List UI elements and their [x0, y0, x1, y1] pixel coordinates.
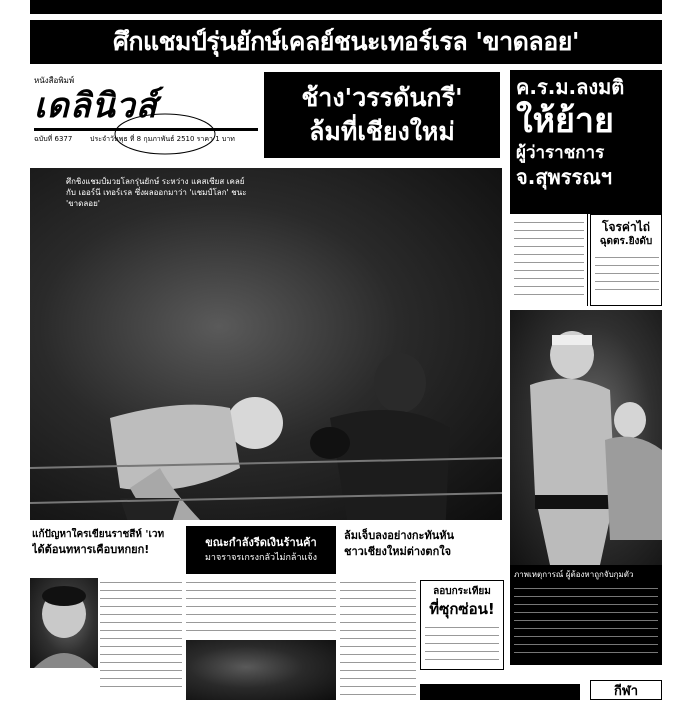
- center-headline-line2: ชาวเชียงใหม่ต่างตกใจ: [344, 545, 452, 558]
- headline-bar-text: ศึกแชมป์รุ่นยักษ์เคลย์ชนะเทอร์เรล 'ขาดลอย': [112, 27, 580, 56]
- top-banner: [30, 0, 662, 14]
- bottom-right-tag-text: กีฬา: [613, 683, 639, 699]
- boxing-photo: [30, 168, 502, 520]
- photo-caption: ศึกชิงแชมป์มวยโลกรุ่นยักษ์ ระหว่าง แคสเซียส เคลย์ กับ เออร์นี เทอร์เรล ซึ่งผลออกมาว่า 'แชมป์โลก' ชนะ 'ขาดลอย': [66, 177, 247, 208]
- center-story: [340, 578, 416, 700]
- stamp-circle: [110, 110, 220, 158]
- robbery-box-text: [595, 253, 659, 297]
- cabinet-story: [510, 214, 588, 306]
- cabinet-headline: [510, 70, 662, 214]
- cabinet-headline-line1: ค.ร.ม.ลงมติ: [516, 75, 625, 99]
- portrait-illustration: [30, 578, 98, 668]
- date-line: ประจำวันพุธ ที่ 8 กุมภาพันธ์ 2510 ราคา 1 บาท: [90, 135, 235, 143]
- headline-bar: [30, 20, 662, 64]
- center-story-text: [340, 578, 416, 700]
- side-photo-caption-text: [514, 584, 658, 654]
- cabinet-headline-line4: จ.สุพรรณฯ: [516, 165, 612, 189]
- cabinet-headline-line2: ให้ย้าย: [516, 101, 614, 141]
- holiday-box: [420, 580, 504, 670]
- investment-story: [186, 578, 336, 638]
- side-photo-caption-box: [510, 565, 662, 665]
- arrest-illustration: [510, 310, 662, 565]
- elephant-headline: [264, 72, 500, 158]
- investment-box-line1: ขณะกำลังรีดเงินร้านค้า: [205, 536, 317, 549]
- masthead-tagline: หนังสือพิมพ์: [34, 76, 75, 85]
- robbery-box: [590, 214, 662, 306]
- robbery-box-line2: ฉุดตร.ยิงดับ: [599, 236, 653, 247]
- robbery-box-line1: โจรค่าไถ่: [602, 220, 650, 234]
- portrait-photo: [30, 578, 98, 668]
- lower-left-headline-line1: แก้ปัญหาใครเขียนราชสีห์ 'เวท: [32, 529, 165, 540]
- lower-left-headline-line2: ได้ต้อนทหารเคือบหกยก!: [32, 543, 150, 556]
- elephant-headline-line2: ล้มที่เชียงใหม่: [309, 117, 455, 146]
- issue-number: ฉบับที่ 6377: [34, 135, 73, 143]
- masthead-logo: เดลินิวส์: [34, 86, 158, 126]
- elephant-headline-line1: ช้าง'วรรดันกรี': [301, 83, 463, 112]
- center-headline: [340, 526, 506, 572]
- investment-story-text: [186, 578, 336, 638]
- bottom-strip: [420, 684, 580, 700]
- holiday-box-line1: ลอบกระเทียม: [433, 586, 491, 597]
- investment-box-line2: มาจราจรเกรงกลัวไม่กล้าแจ้ง: [205, 553, 317, 563]
- center-headline-line1: ล้มเจ็บลงอย่างกะทันหัน: [344, 529, 454, 542]
- boxers-illustration: [30, 168, 502, 520]
- holiday-box-text: [425, 623, 499, 663]
- bottom-right-tag: [590, 680, 662, 700]
- side-photo-caption: ภาพเหตุการณ์ ผู้ต้องหาถูกจับกุมตัว: [514, 570, 634, 579]
- portrait-story: [100, 578, 182, 688]
- cabinet-story-text: [514, 218, 584, 302]
- crowd-photo: [186, 640, 336, 700]
- portrait-story-text: [100, 578, 182, 688]
- side-photo: [510, 310, 662, 565]
- cabinet-headline-line3: ผู้ว่าราชการ: [516, 143, 605, 163]
- masthead: [30, 70, 262, 160]
- holiday-box-line2: ที่ซุกซ่อน!: [429, 600, 495, 618]
- lower-left-headline: [30, 526, 182, 572]
- investment-box: [186, 526, 336, 574]
